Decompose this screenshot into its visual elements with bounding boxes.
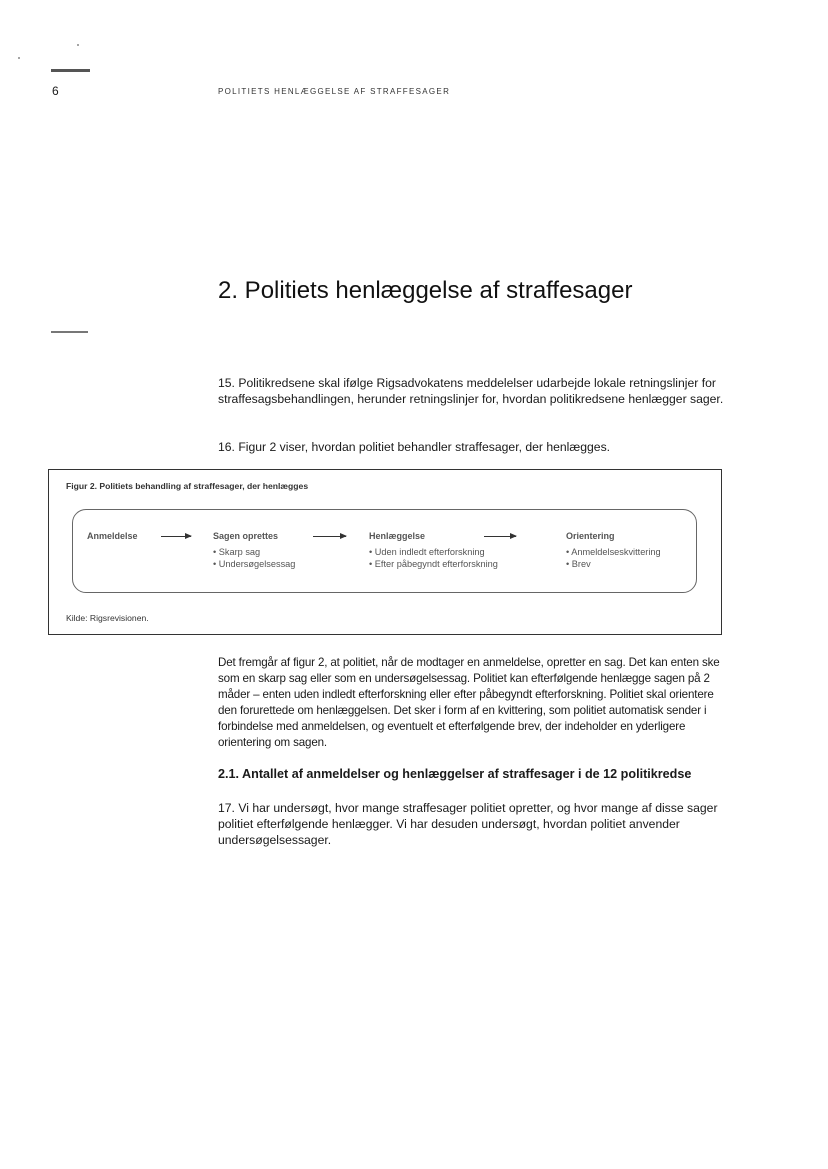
list-item: • Skarp sag	[213, 546, 295, 558]
figure-source: Kilde: Rigsrevisionen.	[66, 613, 149, 623]
running-head: POLITIETS HENLÆGGELSE AF STRAFFESAGER	[218, 87, 451, 96]
list-item: • Undersøgelsessag	[213, 558, 295, 570]
list-item: • Uden indledt efterforskning	[369, 546, 498, 558]
scan-speck	[77, 44, 79, 46]
step-anmeldelse: Anmeldelse	[87, 531, 138, 541]
section-heading-2-1: 2.1. Antallet af anmeldelser og henlæggelser af straffesager i de 12 politikredse	[218, 767, 692, 781]
step-orientering: Orientering	[566, 531, 615, 541]
step-sagen-oprettes: Sagen oprettes	[213, 531, 279, 541]
paragraph-15: 15. Politikredsene skal ifølge Rigsadvokatens meddelelser udarbejde lokale retningslinjer for straffesagsbehandlingen, herunder retningslinjer for, hvordan politikredsene henlægger sager.	[218, 376, 724, 406]
paragraph-16: 16. Figur 2 viser, hvordan politiet behandler straffesager, der henlægges.	[218, 440, 611, 454]
arrow-icon	[484, 536, 516, 537]
step-orientering-list	[566, 546, 661, 570]
figure-title: Figur 2. Politiets behandling af straffesager, der henlægges	[66, 481, 309, 491]
header-rule	[51, 69, 90, 72]
arrow-icon	[161, 536, 191, 537]
arrow-icon	[313, 536, 346, 537]
list-item: • Efter påbegyndt efterforskning	[369, 558, 498, 570]
chapter-rule	[51, 331, 88, 333]
chapter-title: 2. Politiets henlæggelse af straffesager	[218, 277, 633, 304]
list-item: • Anmeldelseskvittering	[566, 546, 661, 558]
step-henlaeggelse-list	[369, 546, 498, 570]
step-sagen-oprettes-list	[213, 546, 295, 570]
list-item: • Brev	[566, 558, 661, 570]
page-number: 6	[52, 84, 59, 98]
scan-speck	[18, 57, 20, 59]
step-henlaeggelse: Henlæggelse	[369, 531, 426, 541]
paragraph-17: 17. Vi har undersøgt, hvor mange straffesager politiet opretter, og hvor mange af disse sager politiet efterfølgende henlægger. Vi har desuden undersøgt, hvordan politiet anvender undersøgelsessager.	[218, 801, 718, 847]
paragraph-figure-explanation: Det fremgår af figur 2, at politiet, når de modtager en anmeldelse, opretter en sag. Det kan enten ske som en skarp sag eller som en undersøgelsessag. Politiet kan efterfølgende henlægge sagen på 2 måder – enten uden indledt efterforskning eller efter påbegyndt efterforskning. Politiet skal orientere den forurettede om henlæggelsen. Det sker i form af en kvittering, som politiet automatisk sender i forbindelse med anmeldelsen, og eventuelt et efterfølgende brev, der indeholder en yderligere orientering om sagen.	[218, 656, 720, 749]
